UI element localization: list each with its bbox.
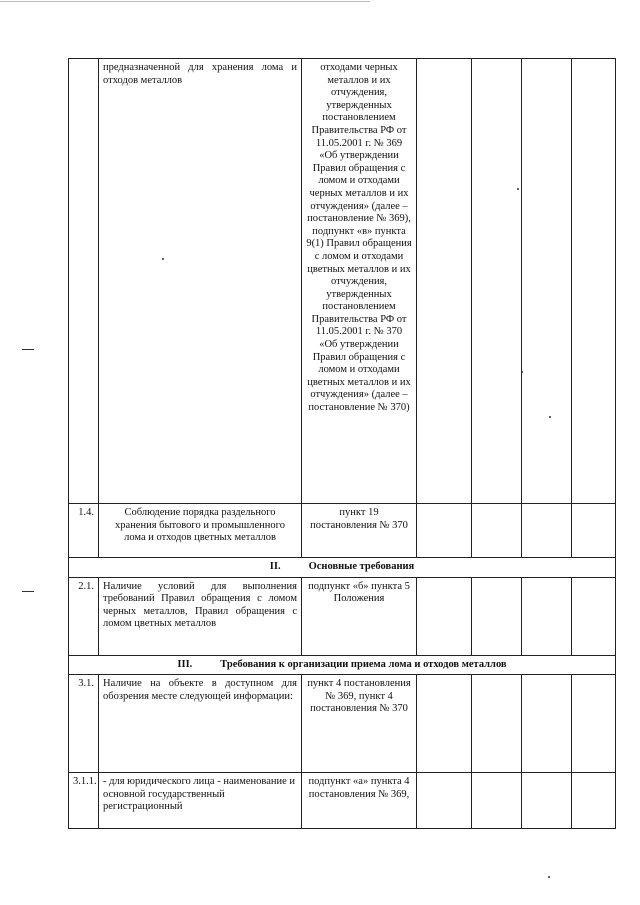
table-row [69,577,616,655]
empty-cell [522,675,572,773]
legal-reference: подпункт «а» пункта 4 постановления № 369, [302,773,417,829]
scan-top-line [0,1,370,2]
row-number: 3.1. [69,675,99,773]
empty-cell [572,577,616,655]
empty-cell [572,59,616,504]
scan-speck [521,371,523,373]
empty-cell [417,577,472,655]
scan-speck [162,258,164,260]
empty-cell [472,577,522,655]
requirements-table [68,58,616,829]
margin-mark [22,349,34,350]
empty-cell [417,675,472,773]
requirement-text: - для юридического лица - наименование и основной государственный регистрационный [99,773,302,829]
legal-reference: подпункт «б» пункта 5 Положения [302,577,417,655]
requirement-text: Наличие условий для выполнения требований Правил обращения с ломом черных металлов, Правил обращения с ломом цветных металлов [99,577,302,655]
section-number: III. [177,658,193,670]
empty-cell [472,675,522,773]
section-row [69,655,616,675]
scan-speck [549,416,551,418]
row-number: 3.1.1. [69,773,99,829]
section-number: II. [269,561,281,572]
legal-reference: отходами черных металлов и их отчуждения, утвержденных постановлением Правительства РФ от 11.05.2001 г. № 369 «Об утверждении Правил обращения с ломом и отходами черных металлов и их отчуждения» (далее – постановление № 369), подпункт «в» пункта 9(1) Правил обращения с ломом и отходами цветных металлов и их отчуждения, утвержденных постановлением Правительства РФ от 11.05.2001 г. № 370 «Об утверждении Правил обращения с ломом и отходами цветных металлов и их отчуждения» (далее – постановление № 370) [302,59,417,504]
empty-cell [472,504,522,558]
row-number [69,59,99,504]
table-row [69,59,616,504]
scan-speck [548,876,550,878]
requirement-text: Наличие на объекте в доступном для обозрения месте следующей информации: [99,675,302,773]
table-row [69,675,616,773]
section-title: Основные требования [308,561,415,572]
table-row [69,773,616,829]
section-heading [69,558,616,578]
section-title: Требования к организации приема лома и отходов металлов [220,658,507,670]
empty-cell [522,504,572,558]
empty-cell [572,773,616,829]
empty-cell [572,504,616,558]
requirement-text: предназначенной для хранения лома и отходов металлов [99,59,302,504]
empty-cell [522,773,572,829]
empty-cell [417,59,472,504]
empty-cell [572,675,616,773]
legal-reference: пункт 4 постановления № 369, пункт 4 постановления № 370 [302,675,417,773]
section-row [69,558,616,578]
legal-reference: пункт 19 постановления № 370 [302,504,417,558]
empty-cell [522,59,572,504]
empty-cell [417,504,472,558]
row-number: 1.4. [69,504,99,558]
empty-cell [417,773,472,829]
requirement-text: Соблюдение порядка раздельного хранения бытового и промышленного лома и отходов цветных металлов [99,504,302,558]
scan-speck [517,188,519,190]
section-heading [69,655,616,675]
row-number: 2.1. [69,577,99,655]
margin-mark [22,591,34,592]
table-row [69,504,616,558]
empty-cell [472,773,522,829]
empty-cell [522,577,572,655]
empty-cell [472,59,522,504]
